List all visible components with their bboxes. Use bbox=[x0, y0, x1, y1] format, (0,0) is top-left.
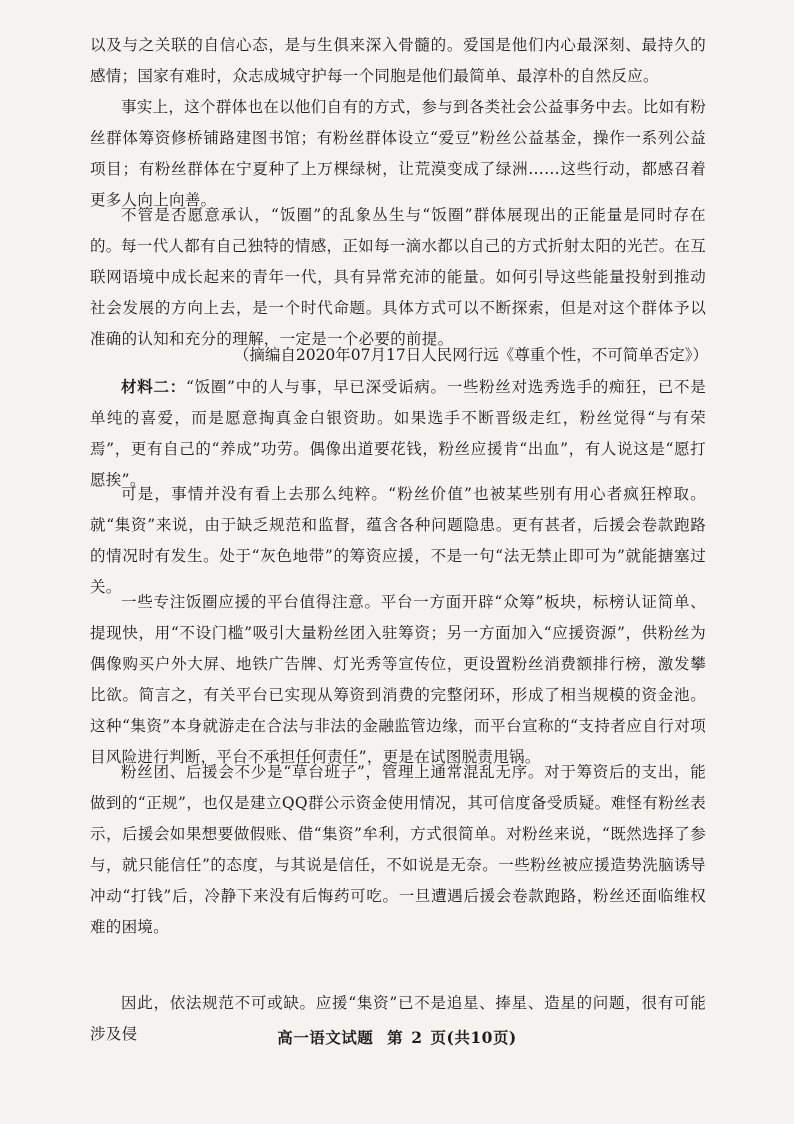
source-citation: （摘编自2020年07月17日人民网行远《尊重个性，不可简单否定》） bbox=[233, 346, 708, 364]
paragraph-continued: 以及与之关联的自信心态，是与生俱来深入骨髓的。爱国是他们内心最深刻、最持久的感情；国家有难时，众志成城守护每一个同胞是他们最简单、最淳朴的自然反应。 bbox=[90, 36, 706, 85]
paragraph-fan-groups: 粉丝团、后援会不少是“草台班子”，管理上通常混乱无序。对于筹资后的支出，能做到的“正规”，也仅是建立QQ群公示资金使用情况，其可信度备受质疑。难怪有粉丝表示，后援会如果想要做假账、借“集资”牟利，方式很简单。对粉丝来说，“既然选择了参与，就只能信任”的态度，与其说是信任，不如说是无奈。一些粉丝被应援造势洗脑诱导冲动“打钱”后，冷静下来没有后悔药可吃。一旦遭遇后援会卷款跑路，粉丝还面临维权难的困境。 bbox=[90, 763, 706, 936]
footer-title: 高一语文试题 bbox=[277, 1028, 374, 1047]
footer-page-number: 2 bbox=[411, 1028, 423, 1047]
footer-page-suffix: 页(共10页) bbox=[430, 1028, 517, 1047]
paragraph-new-generation: 每一代人都有自己独特的情感，正如每一滴水都以自己的方式折射太阳的光芒。在互联网语境中成长起来的青年一代，具有异常充沛的能量。如何引导这些能量投射到推动社会发展的方向上去，是一个时代命题。具体方式可以不断探索，但是对这个群体予以准确的认知和充分的理解，一定是一个必要的前提。 bbox=[90, 237, 706, 348]
paragraph-public-welfare: 事实上，这个群体也在以他们自有的方式，参与到各类社会公益事务中去。比如有粉丝群体筹资修桥铺路建图书馆；有粉丝群体设立“爱豆”粉丝公益基金，操作一系列公益项目；有粉丝群体在宁夏种了上万棵绿树，让荒漠变成了绿洲……这些行动，都感召着更多人向上向善。 bbox=[90, 98, 706, 209]
paragraph-fundraising: 可是，事情并没有看上去那么纯粹。“粉丝价值”也被某些别有用心者疯狂榨取。就“集资”来说，由于缺乏规范和监督，蕴含各种问题隐患。更有甚者，后援会卷款跑路的情况时有发生。处于“灰色地带”的筹资应援，不是一句“法无禁止即可为”就能搪塞过关。 bbox=[90, 485, 706, 596]
paragraph-regulation: 因此，依法规范不可或缺。应援“集资”已不是追星、捧星、造星的问题，很有可能涉及侵 bbox=[90, 994, 706, 1043]
material-two-intro bbox=[90, 371, 706, 496]
paragraph-platforms: 一些专注饭圈应援的平台值得注意。平台一方面开辟“众筹”板块，标榜认证简单、提现快，用“不设门槛”吸引大量粉丝团入驻筹资；另一方面加入“应援资源”，供粉丝为偶像购买户外大屏、地铁广告牌、灯光秀等宣传位，更设置粉丝消费额排行榜，激发攀比欲。简言之，有关平台已实现从筹资到消费的完整闭环，形成了相当规模的资金池。这种“集资”本身就游走在合法与非法的金融监管边缘，而平台宣称的“支持者应自行对项目风险进行判断，平台不承担任何责任”，更是在试图脱责甩锅。 bbox=[90, 593, 706, 766]
material-two-text: “饭圈”中的人与事，早已深受诟病。一些粉丝对选秀选手的痴狂，已不是单纯的喜爱，而是愿意掏真金白银资助。如果选手不断晋级走红，粉丝觉得“与有荣焉”，更有自己的“养成”功劳。偶像出道要花钱，粉丝应援肯“出血”，有人说这是“愿打愿挨”。 bbox=[90, 378, 706, 489]
page-footer bbox=[0, 1026, 794, 1050]
material-label: 材料二： bbox=[121, 377, 186, 396]
footer-page-prefix: 第 bbox=[387, 1028, 404, 1047]
paragraph-acknowledge: 不管是否愿意承认，“饭圈”的乱象丛生与“饭圈”群体展现出的正能量是同时存在的。 bbox=[90, 206, 706, 255]
